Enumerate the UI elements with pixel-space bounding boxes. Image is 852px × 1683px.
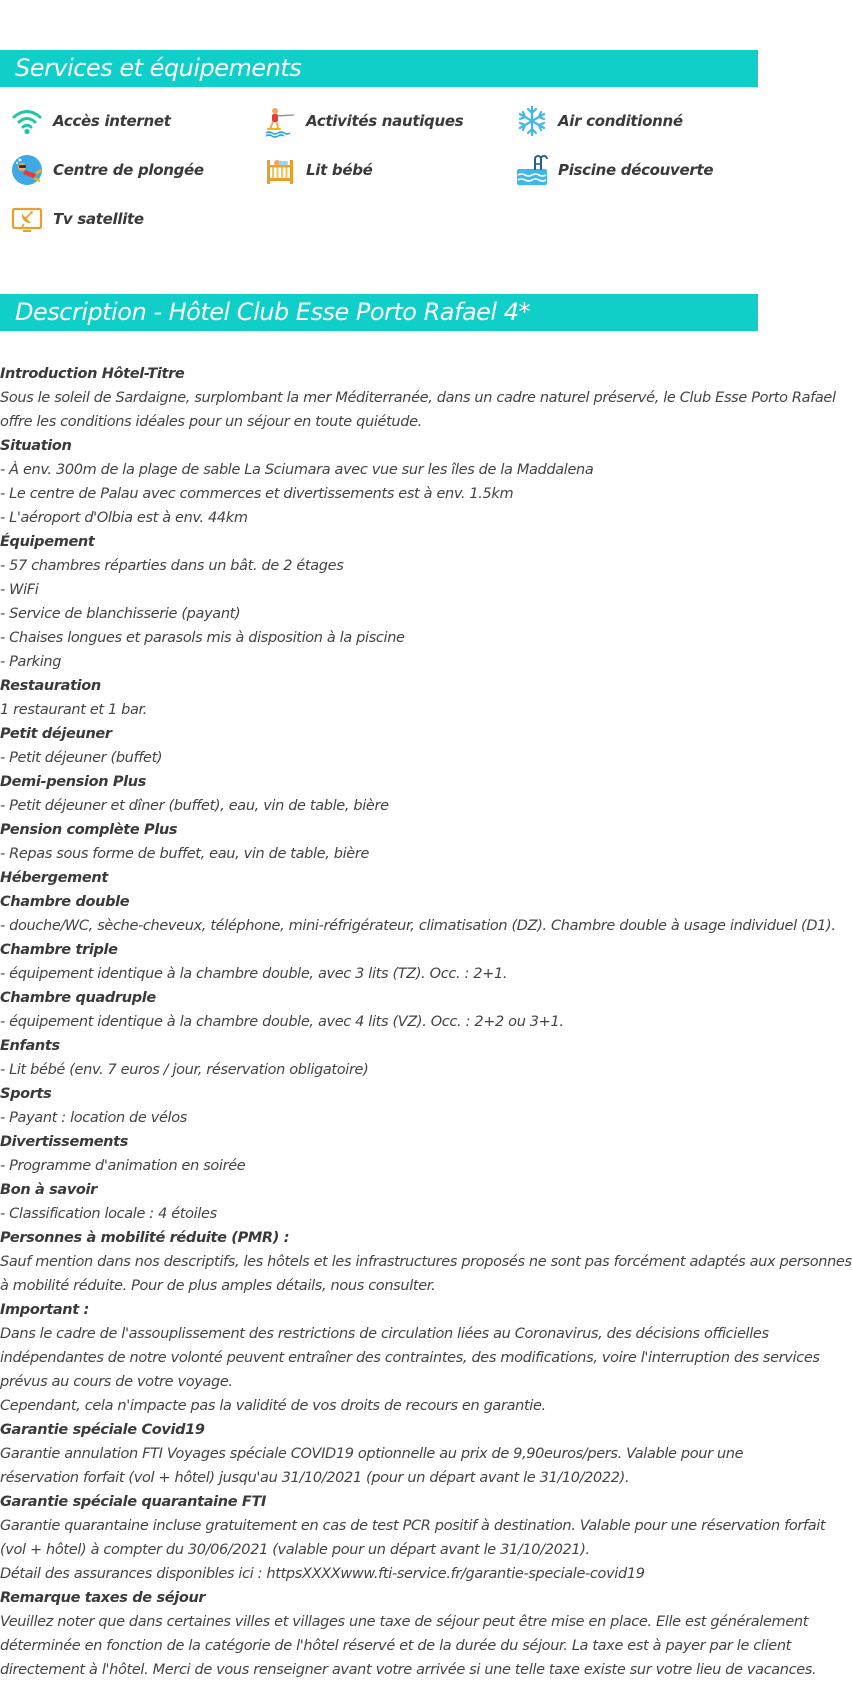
amenity-label: Lit bébé — [306, 161, 373, 179]
description-heading: Restauration — [0, 678, 101, 694]
services-section-title: Services et équipements — [0, 50, 758, 87]
description-text-line: prévus au cours de votre voyage. — [0, 1374, 233, 1390]
description-text-line: offre les conditions idéales pour un séjour en toute quiétude. — [0, 414, 422, 430]
description-text-line: - équipement identique à la chambre double, avec 3 lits (TZ). Occ. : 2+1. — [0, 966, 508, 982]
description-heading: Introduction Hôtel-Titre — [0, 366, 185, 382]
description-text-line: (vol + hôtel) à compter du 30/06/2021 (valable pour un départ avant le 31/10/2021). — [0, 1542, 590, 1558]
description-text-line: Sauf mention dans nos descriptifs, les hôtels et les infrastructures proposés ne sont pas forcément adaptés aux personnes — [0, 1254, 852, 1270]
amenity-air-conditioning — [516, 104, 683, 138]
description-text-line: - Chaises longues et parasols mis à disposition à la piscine — [0, 630, 405, 646]
description-text-line: - Le centre de Palau avec commerces et divertissements est à env. 1.5km — [0, 486, 514, 502]
description-text-line: Garantie annulation FTI Voyages spéciale COVID19 optionnelle au prix de 9,90euros/pers. Valable pour une — [0, 1446, 744, 1462]
amenity-label: Piscine découverte — [558, 161, 714, 179]
description-text-line: - Programme d'animation en soirée — [0, 1158, 246, 1174]
description-heading: Remarque taxes de séjour — [0, 1590, 206, 1606]
description-text-line: directement à l'hôtel. Merci de vous renseigner avant votre arrivée si une telle taxe existe sur votre lieu de vacances. — [0, 1662, 817, 1678]
description-heading: Demi-pension Plus — [0, 774, 147, 790]
amenity-satellite-tv — [11, 202, 144, 236]
description-text-line: - Petit déjeuner et dîner (buffet), eau, vin de table, bière — [0, 798, 389, 814]
description-text-line: à mobilité réduite. Pour de plus amples détails, nous consulter. — [0, 1278, 436, 1294]
description-text-line: Garantie quarantaine incluse gratuitement en cas de test PCR positif à destination. Valable pour une réservation forfait — [0, 1518, 826, 1534]
description-text-line: Veuillez noter que dans certaines villes et villages une taxe de séjour peut être mise en place. Elle est généralement — [0, 1614, 809, 1630]
description-text-line: - WiFi — [0, 582, 39, 598]
description-text-line: réservation forfait (vol + hôtel) jusqu'au 31/10/2021 (pour un départ avant le 31/10/2022). — [0, 1470, 630, 1486]
satellite-tv-icon — [11, 203, 43, 235]
amenity-internet — [11, 104, 171, 138]
description-heading: Garantie spéciale quarantaine FTI — [0, 1494, 267, 1510]
description-section-title: Description - Hôtel Club Esse Porto Rafael 4* — [0, 294, 758, 331]
description-text-line: - Petit déjeuner (buffet) — [0, 750, 163, 766]
description-heading: Petit déjeuner — [0, 726, 112, 742]
water-ski-icon — [264, 105, 296, 137]
description-text-line: - équipement identique à la chambre double, avec 4 lits (VZ). Occ. : 2+2 ou 3+1. — [0, 1014, 564, 1030]
description-heading: Bon à savoir — [0, 1182, 97, 1198]
description-text-line: - Lit bébé (env. 7 euros / jour, réservation obligatoire) — [0, 1062, 369, 1078]
amenity-label: Accès internet — [53, 112, 171, 130]
description-text-line: Détail des assurances disponibles ici : httpsXXXXwww.fti-service.fr/garantie-speciale-covid19 — [0, 1566, 645, 1582]
description-heading: Chambre double — [0, 894, 130, 910]
description-text-line: - Service de blanchisserie (payant) — [0, 606, 241, 622]
description-heading: Garantie spéciale Covid19 — [0, 1422, 205, 1438]
description-text-line: déterminée en fonction de la catégorie de l'hôtel réservé et de la durée du séjour. La taxe est à payer par le client — [0, 1638, 792, 1654]
description-heading: Chambre triple — [0, 942, 118, 958]
amenity-nautical — [264, 104, 463, 138]
description-text-line: - 57 chambres réparties dans un bât. de 2 étages — [0, 558, 344, 574]
description-heading: Sports — [0, 1086, 52, 1102]
description-heading: Situation — [0, 438, 72, 454]
pool-icon — [516, 154, 548, 186]
description-text-line: - douche/WC, sèche-cheveux, téléphone, mini-réfrigérateur, climatisation (DZ). Chambre double à usage individuel (D1). — [0, 918, 836, 934]
amenity-outdoor-pool — [516, 153, 713, 187]
crib-icon — [264, 154, 296, 186]
description-text-line: Sous le soleil de Sardaigne, surplombant la mer Méditerranée, dans un cadre naturel préservé, le Club Esse Porto Rafael — [0, 390, 836, 406]
wifi-icon — [11, 105, 43, 137]
diver-icon — [11, 154, 43, 186]
description-heading: Important : — [0, 1302, 89, 1318]
description-text-line: - L'aéroport d'Olbia est à env. 44km — [0, 510, 248, 526]
description-heading: Hébergement — [0, 870, 108, 886]
description-heading: Personnes à mobilité réduite (PMR) : — [0, 1230, 290, 1246]
description-text-line: - Payant : location de vélos — [0, 1110, 187, 1126]
amenity-label: Air conditionné — [558, 112, 683, 130]
description-text-line: indépendantes de notre volonté peuvent entraîner des contraintes, des modifications, voire l'interruption des services — [0, 1350, 820, 1366]
description-text-line: - À env. 300m de la plage de sable La Sciumara avec vue sur les îles de la Maddalena — [0, 462, 594, 478]
description-heading: Divertissements — [0, 1134, 129, 1150]
snowflake-icon — [516, 105, 548, 137]
description-heading: Pension complète Plus — [0, 822, 178, 838]
description-heading: Enfants — [0, 1038, 60, 1054]
amenity-label: Activités nautiques — [306, 112, 464, 130]
amenity-baby-cot — [264, 153, 373, 187]
amenity-diving-center — [11, 153, 204, 187]
description-text-line: Dans le cadre de l'assouplissement des restrictions de circulation liées au Coronavirus, des décisions officielles — [0, 1326, 769, 1342]
description-body — [0, 362, 852, 1682]
description-text-line: - Parking — [0, 654, 62, 670]
description-text-line: - Classification locale : 4 étoiles — [0, 1206, 217, 1222]
amenity-label: Centre de plongée — [53, 161, 204, 179]
description-heading: Chambre quadruple — [0, 990, 156, 1006]
description-text-line: 1 restaurant et 1 bar. — [0, 702, 148, 718]
description-heading: Équipement — [0, 534, 95, 550]
description-text-line: - Repas sous forme de buffet, eau, vin de table, bière — [0, 846, 370, 862]
description-text-line: Cependant, cela n'impacte pas la validité de vos droits de recours en garantie. — [0, 1398, 546, 1414]
amenity-label: Tv satellite — [53, 210, 144, 228]
